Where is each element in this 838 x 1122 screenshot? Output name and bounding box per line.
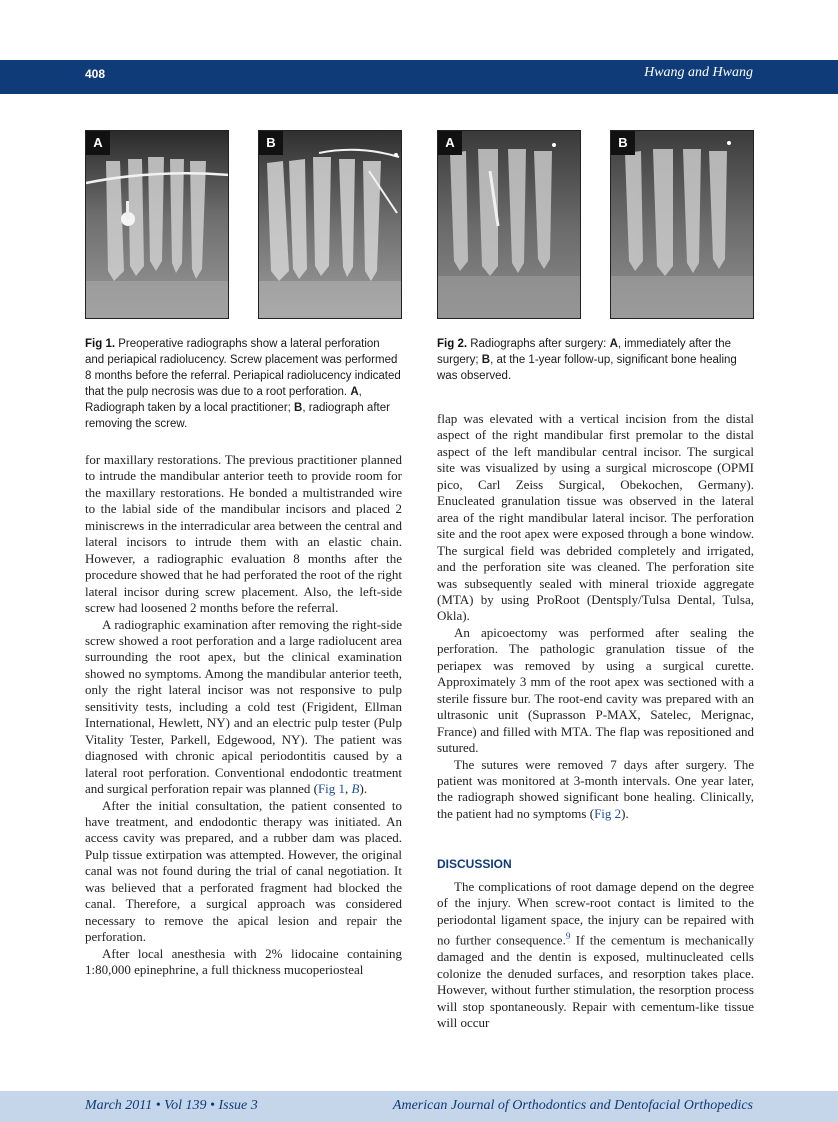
fig1-link[interactable]: Fig 1 [317,781,346,797]
panel-label: B [611,131,635,155]
paragraph: for maxillary restorations. The previous practitioner planned to intrude the mandibular anterior teeth to provide room for the maxillary restorations. He bonded a multistranded wire to the labial side of the mandibular incisors and placed 2 miniscrews in the interradicular area between the central and lateral incisors to intrude them with an elastic chain. However, a radiographic evaluation 8 months after the procedure showed that he had perforated the root of the right lateral incisor during screw placement. Also, the left-side screw had loosened 2 months before the referral. [85,452,402,616]
fig2-link[interactable]: Fig 2 [594,805,622,821]
fig2-panel-b-radiograph [610,130,754,319]
fig1-panel-a-radiograph [85,130,229,319]
paragraph-text: , [345,781,352,797]
right-text-column [437,411,754,822]
paragraph-text: ). [359,781,368,797]
fig1-caption-label: Fig 1. [85,338,116,350]
paragraph: After local anesthesia with 2% lidocaine containing 1:80,000 epinephrine, a full thickness mucoperiosteal [85,945,402,978]
paragraph: flap was elevated with a vertical incision from the distal aspect of the right mandibular first premolar to the distal aspect of the left mandibular central incisor. The surgical site was visualized by using a surgical microscope (OPMI pico, Carl Zeiss Surgical, Obekochen, Germany). Enucleated granulation tissue was observed in the lateral area of the right mandibular lateral incisor. The perforation site and the root apex were exposed through a bone window. The surgical field was debrided completely and irrigated, and the perforation site was cleaned. The perforation site was subsequently sealed with mineral trioxide aggregate (MTA) by using ProRoot (Dentsply/Tulsa Dental, Tulsa, Okla). [437,411,754,624]
running-header [0,60,838,94]
fig2-caption-b-label: B [481,354,491,366]
fig2-panel-a-radiograph [437,130,581,319]
fig1-caption [85,336,402,432]
panel-label: B [259,131,283,155]
fig1-caption-b-label: B [294,402,303,414]
fig2-caption [437,336,754,384]
fig1b-link[interactable]: B [351,781,360,797]
panel-label: A [438,131,462,155]
paragraph-text: The complications of root damage depend on the degree of the injury. When screw-root contact is limited to the periodontal ligament space, the injury can be repaired with no further consequence. [437,879,754,948]
left-text-column [85,452,402,979]
running-authors: Hwang and Hwang [644,65,753,80]
fig1-caption-a-text: , Radiograph taken by a local practitioner; [85,386,362,414]
paragraph [437,757,754,823]
issue-info: March 2011 • Vol 139 • Issue 3 [85,1098,258,1113]
panel-label: A [86,131,110,155]
fig1-caption-a-label: A [350,386,359,398]
fig1-panel-b-radiograph [258,130,402,319]
paragraph: After the initial consultation, the patient consented to have treatment, and endodontic therapy was initiated. An access cavity was prepared, and a rubber dam was placed. Pulp tissue extirpation was attempted. However, the original canal was not found during the trial of canal negotiation. It was believed that a perforated fragment had blocked the canal. Therefore, a surgical approach was considered necessary to remove the apical lesion and repair the perforation. [85,797,402,945]
paragraph: An apicoectomy was performed after sealing the perforation. The pathologic granulation tissue of the periapex was removed by using a surgical curette. Approximately 3 mm of the root apex was sectioned with a sterile fissure bur. The root-end cavity was prepared with an ultrasonic unit (Suprasson P-MAX, Satelec, Merignac, France) and filled with MTA. The flap was repositioned and sutured. [437,624,754,756]
paragraph-text: The sutures were removed 7 days after surgery. The patient was monitored at 3-month intervals. One year later, the radiograph showed significant bone healing. Clinically, the patient had no symptoms ( [437,756,754,821]
running-footer [0,1091,838,1122]
section-heading-discussion: DISCUSSION [437,857,512,871]
fig2-caption-b-text: , at the 1-year follow-up, significant bone healing was observed. [437,354,737,382]
page-number: 408 [85,67,106,81]
paragraph [85,617,402,798]
fig1-caption-text: Preoperative radiographs show a lateral perforation and periapical radiolucency. Screw placement was performed 8 months before the referral. Periapical radiolucency indicated that the pulp necrosis was due to a root perforation. [85,338,401,398]
reference-link[interactable]: 9 [565,931,571,942]
fig2-caption-label: Fig 2. [437,338,468,350]
fig1-caption-b-text: , radiograph after removing the screw. [85,402,390,430]
right-text-column-discussion [437,879,754,1031]
paragraph-text: ). [621,805,629,821]
paragraph [437,879,754,1031]
paragraph-text: A radiographic examination after removing the right-side screw showed a root perforation and a large radiolucent area surrounding the root apex, but the clinical examination showed no symptoms. Among the mandibular anterior teeth, only the right lateral incisor was not responsive to pulp sensitivity tests, including a cold test (Frigident, Ellman International, Hewlett, NY) and an electric pulp tester (Pulp Vitality Tester, Parkell, Edgewood, NY). The patient was diagnosed with chronic apical periodontitis caused by a lateral root perforation. Conventional endodontic treatment and surgical perforation repair was planned ( [85,616,402,797]
paragraph-text: If the cementum is mechanically damaged and the dentin is exposed, multinucleated cells colonize the denuded surfaces, and resorption takes place. However, without further stimulation, the resorption process will stop spontaneously. Repair with cementum-like tissue will occur [437,932,755,1030]
fig2-caption-text: Radiographs after surgery: [467,338,610,350]
fig2-caption-a-text: , immediately after the surgery; [437,338,732,366]
fig2-caption-a-label: A [609,338,618,350]
journal-name: American Journal of Orthodontics and Dentofacial Orthopedics [392,1098,753,1113]
